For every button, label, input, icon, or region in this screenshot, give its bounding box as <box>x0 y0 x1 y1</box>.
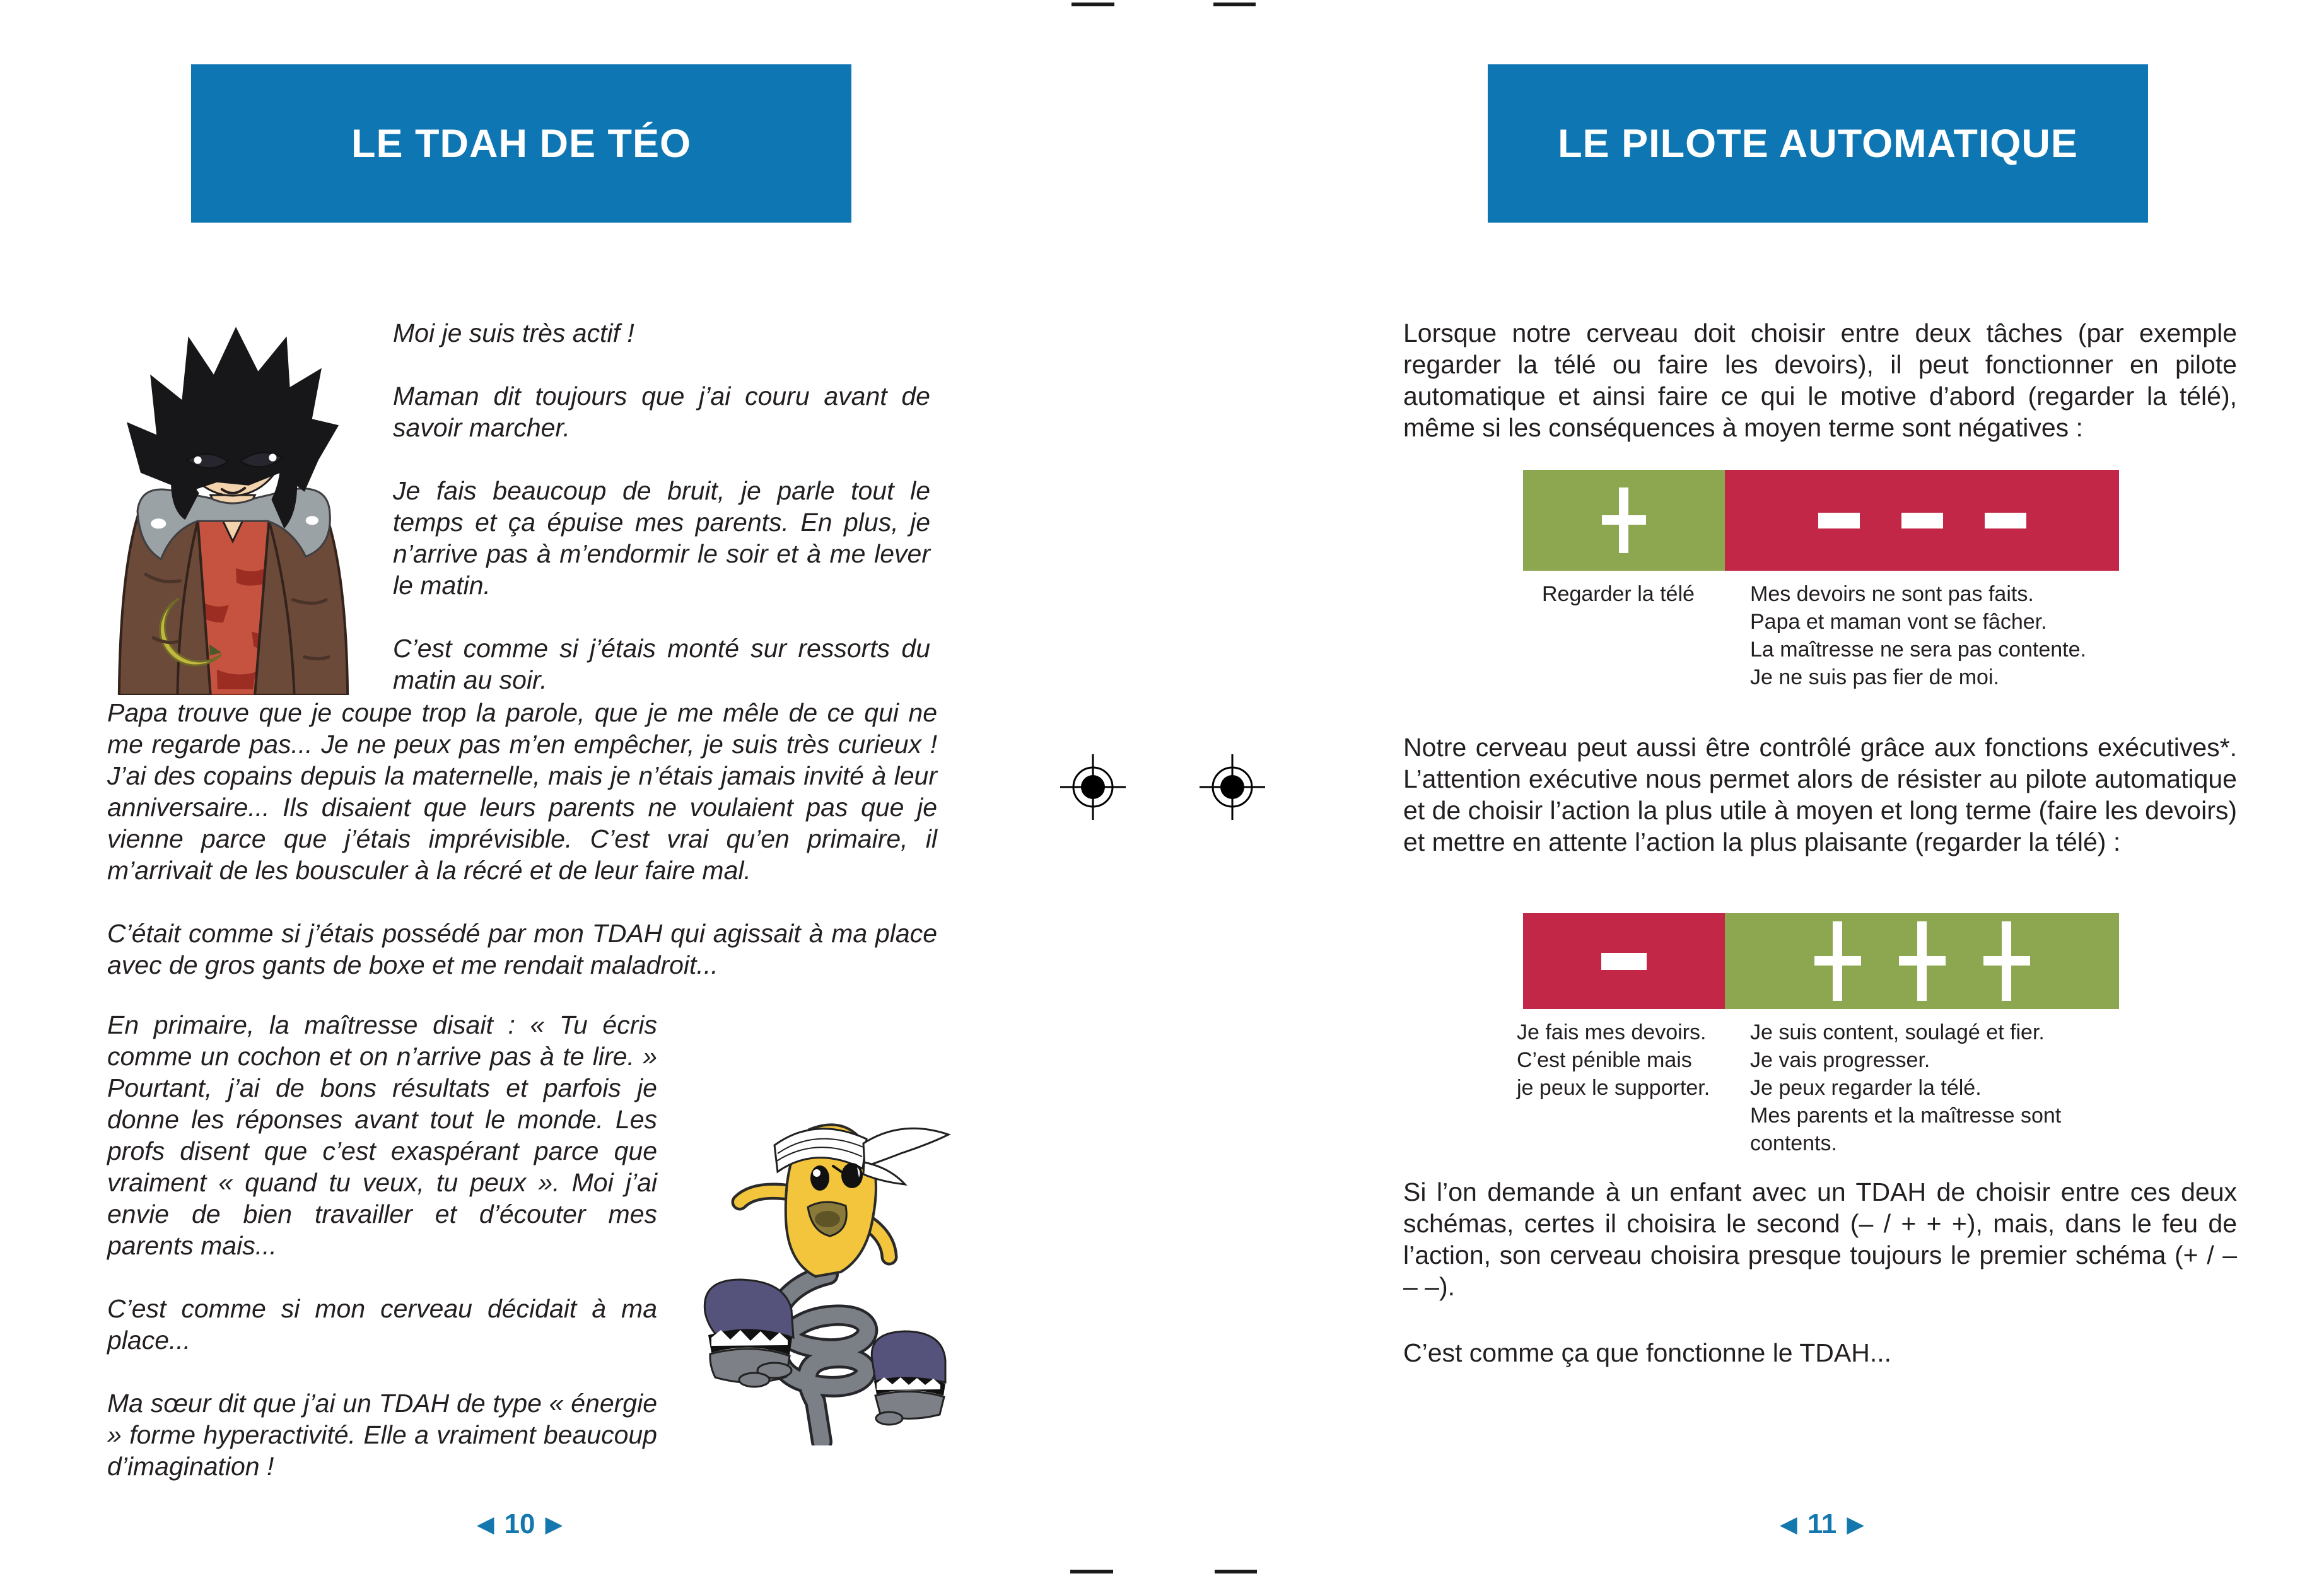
minus-icon <box>1601 953 1647 970</box>
paragraph: Ma sœur dit que j’ai un TDAH de type « énergie » forme hyperactivité. Elle a vraiment beaucoup d’imagination ! <box>107 1389 657 1481</box>
caption-line: Je fais mes devoirs. <box>1517 1020 1707 1044</box>
plus-icon <box>1899 921 1946 1001</box>
left-page-title-banner <box>191 64 851 223</box>
caption-line: Je suis content, soulagé et fier. <box>1750 1020 2045 1044</box>
left-page-nav <box>477 1509 563 1540</box>
teo-character-illustration <box>102 301 363 695</box>
full-width-text-block <box>107 697 937 981</box>
positive-caption: Regarder la télé <box>1542 582 1695 606</box>
intro-text-block <box>393 317 930 696</box>
prev-page-icon[interactable]: ◀ <box>476 1511 494 1538</box>
paragraph: Maman dit toujours que j’ai couru avant de savoir marcher. <box>393 382 930 442</box>
paragraph: Papa trouve que je coupe trop la parole, que je me mêle de ce qui ne me regarde pas... Je ne peux pas m’en empêcher, je suis très curieux ! J’ai des copains depuis la maternelle, mais je n’étais jamais invité à leur anniversaire... Ils disaient que leurs parents ne voulaient pas que je vienne parce que j’étais imprévisible. C’est vrai qu’en primaire, il m’arrivait de les bousculer à la récré et de leur faire mal. <box>107 698 937 885</box>
trim-mark <box>1071 3 1114 6</box>
negative-box <box>1523 913 1725 1009</box>
trim-mark <box>1213 3 1256 6</box>
page-title: LE TDAH DE TÉO <box>351 121 691 166</box>
paragraph: Je fais beaucoup de bruit, je parle tout le temps et ça épuise mes parents. En plus, je n’arrive pas à m’endormir le soir et à me lever le matin. <box>393 476 930 600</box>
paragraph: C’est comme ça que fonctionne le TDAH... <box>1403 1338 1892 1367</box>
paragraph: En primaire, la maîtresse disait : « Tu écris comme un cochon et on n’arrive pas à te lire. » Pourtant, j’ai de bons résultats et parfois je donne les réponses avant tout le monde. Les profs disent que c’est exaspérant parce que vraiment « quand tu veux, tu peux ». Moi j’ai envie de bien travailler et d’écouter mes parents mais... <box>107 1010 657 1260</box>
right-page-nav <box>1780 1509 1864 1540</box>
paragraph: Notre cerveau peut aussi être contrôlé grâce aux fonctions exécutives*. L’attention exécutive nous permet alors de résister au pilote automatique et de choisir l’action la plus utile à moyen et long terme (faire les devoirs) et mettre en attente l’action la plus plaisante (regarder la télé) : <box>1403 733 2237 856</box>
minus-icon <box>1818 513 1860 528</box>
page-number: 11 <box>1807 1509 1837 1539</box>
page-title: LE PILOTE AUTOMATIQUE <box>1558 121 2078 166</box>
negative-box <box>1725 470 2119 571</box>
paragraph: C’est comme si j’étais monté sur ressorts du matin au soir. <box>393 634 930 694</box>
caption-line: Papa et maman vont se fâcher. <box>1750 610 2047 634</box>
right-page-title-banner <box>1488 64 2148 223</box>
autopilot-diagram-bottom <box>1523 913 2119 1009</box>
paragraph: C’est comme si mon cerveau décidait à ma place... <box>107 1294 657 1355</box>
negative-caption <box>1750 580 2154 691</box>
minus-icon <box>1985 513 2026 528</box>
positive-box <box>1725 913 2119 1009</box>
prev-page-icon[interactable]: ◀ <box>1780 1511 1797 1538</box>
autopilot-diagram-top <box>1523 470 2119 571</box>
paragraph: Moi je suis très actif ! <box>393 318 634 347</box>
caption-line: Mes devoirs ne sont pas faits. <box>1750 582 2034 606</box>
positive-box <box>1523 470 1725 571</box>
next-page-icon[interactable]: ▶ <box>1847 1511 1864 1538</box>
caption-line: je peux le supporter. <box>1517 1076 1710 1100</box>
registration-mark-icon <box>1194 749 1270 825</box>
minus-icon <box>1901 513 1943 528</box>
caption-line: Je vais progresser. <box>1750 1048 1930 1072</box>
paragraph: Si l’on demande à un enfant avec un TDAH de choisir entre ces deux schémas, certes il choisira le second (– / + + +), mais, dans le feu de l’action, son cerveau choisira presque toujours le premier schéma (+ / – – –). <box>1403 1177 2237 1301</box>
caption-line: Mes parents et la maîtresse sont contents. <box>1750 1104 2062 1155</box>
plus-icon <box>1602 487 1646 553</box>
registration-mark-icon <box>1055 749 1131 825</box>
trim-mark <box>1070 1570 1113 1573</box>
paragraph: Lorsque notre cerveau doit choisir entre deux tâches (par exemple regarder la télé ou faire les devoirs), il peut fonctionner en pilote automatique et ainsi faire ce qui le motive d’abord (regarder la télé), même si les conséquences à moyen terme sont négatives : <box>1403 318 2237 442</box>
spring-creature-illustration <box>680 1072 957 1445</box>
plus-icon <box>1983 921 2030 1001</box>
caption-line: Je peux regarder la télé. <box>1750 1076 1982 1100</box>
trim-mark <box>1215 1570 1257 1573</box>
page-number: 10 <box>504 1509 535 1539</box>
plus-icon <box>1814 921 1861 1001</box>
caption-line: Je ne suis pas fier de moi. <box>1750 665 1999 689</box>
next-page-icon[interactable]: ▶ <box>545 1511 563 1538</box>
caption-line: C’est pénible mais <box>1517 1048 1692 1072</box>
negative-caption <box>1517 1019 1731 1102</box>
narrow-text-block <box>107 1009 657 1482</box>
caption-line: La maîtresse ne sera pas contente. <box>1750 638 2086 662</box>
paragraph: C’était comme si j’étais possédé par mon TDAH qui agissait à ma place avec de gros gants de boxe et me rendait maladroit... <box>107 919 937 979</box>
positive-caption <box>1750 1019 2135 1157</box>
